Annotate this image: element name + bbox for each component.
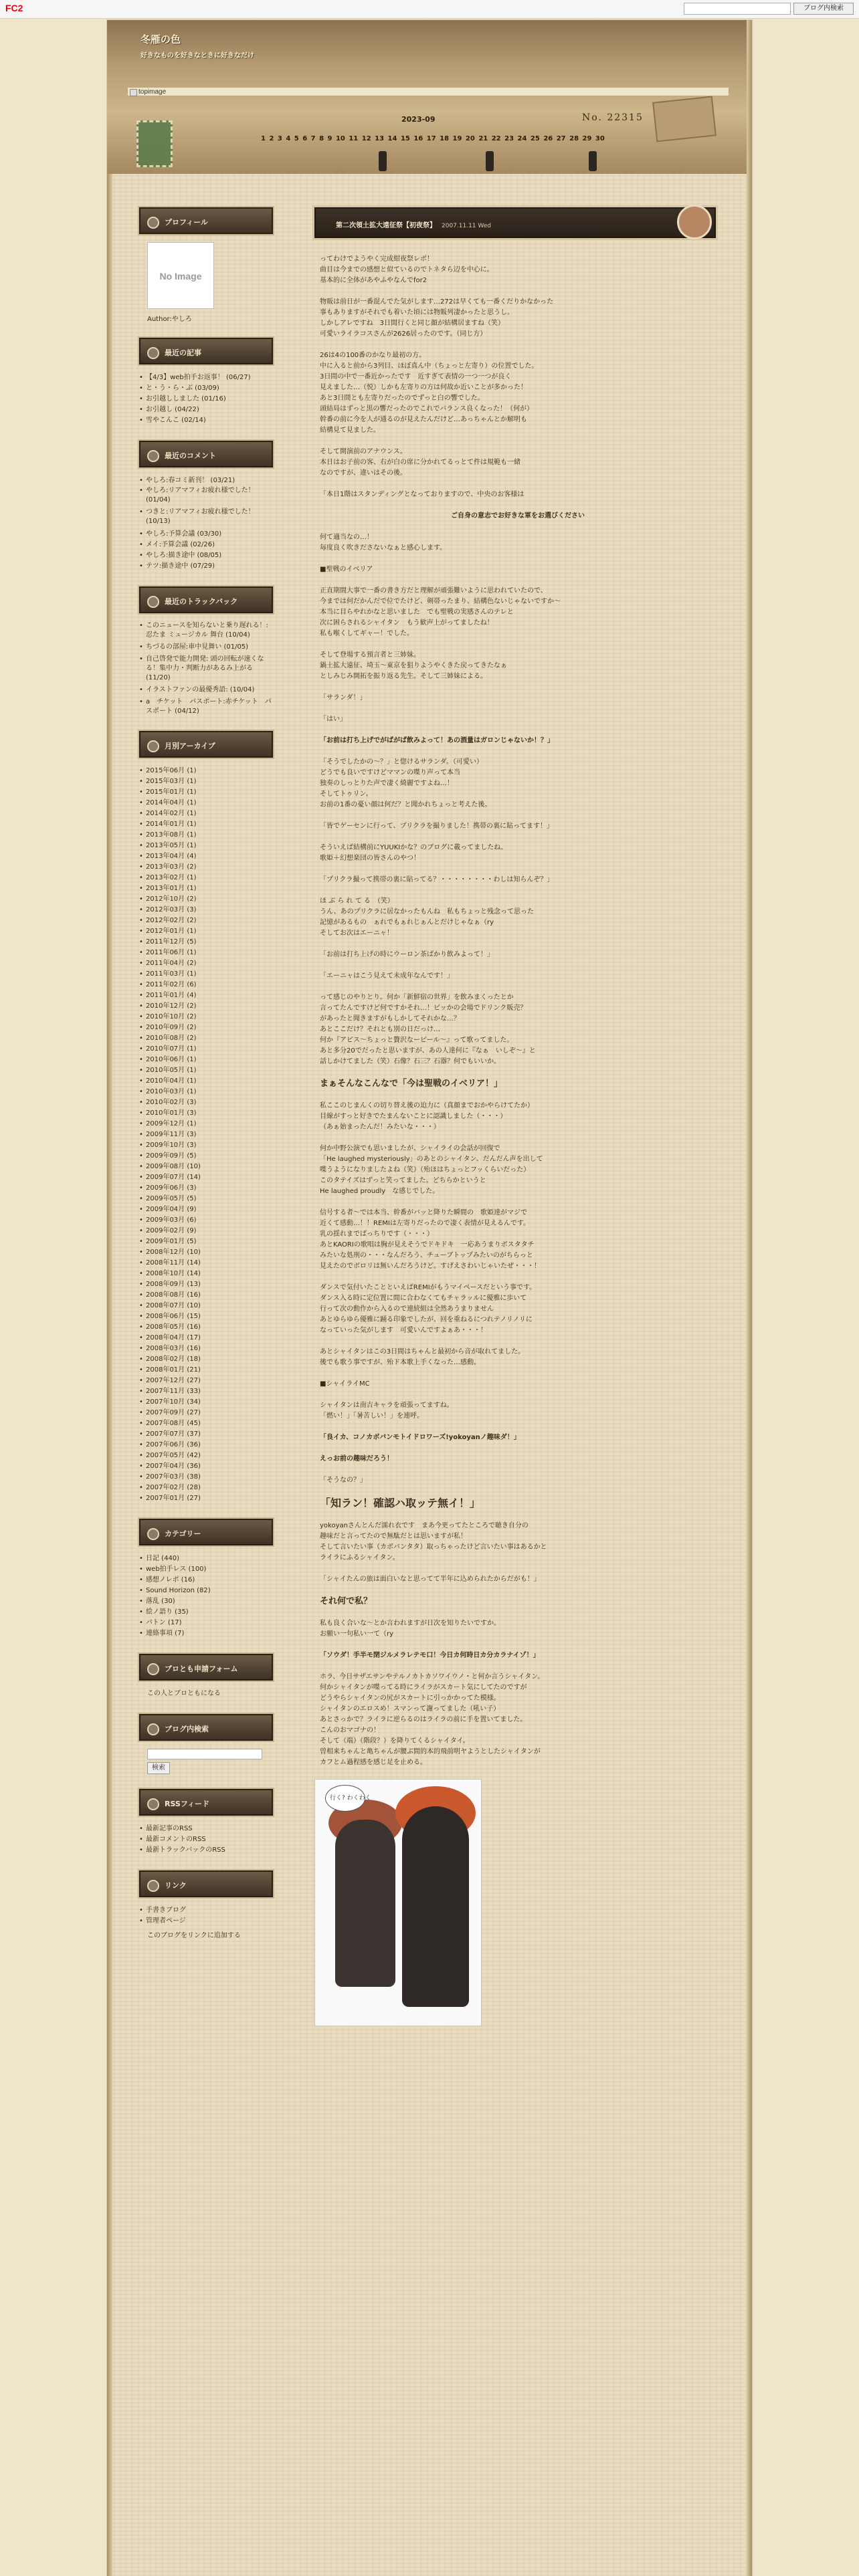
archive-month-link[interactable]: • 2014年02月 (1): [139, 809, 273, 819]
blog-subtitle: 好きなものを好きなときに好きなだけ: [140, 52, 254, 60]
entry-paragraph: ご自身の意志でお好きな軍をお選びください: [451, 512, 585, 520]
entry-paragraph: ってわけでようやく完成紺夜祭レポ！ 曲目は今までの感想と似ているのでトネタら辺を中心に。 基本的に全体があやふやなんでfor2: [320, 255, 494, 284]
entry-body: [314, 254, 716, 1768]
rss-link[interactable]: • 最新記事のRSS: [139, 1824, 273, 1834]
profile-image: No Image: [147, 242, 214, 309]
archive-month-link[interactable]: • 2011年03月 (1): [139, 969, 273, 980]
recent-entry-link[interactable]: • お引越し (04/22): [139, 405, 273, 415]
main-content: [314, 207, 716, 2026]
archive-month-link[interactable]: • 2007年05月 (42): [139, 1451, 273, 1461]
archive-month-link[interactable]: • 2008年04月 (17): [139, 1333, 273, 1344]
rss-link[interactable]: • 最新トラックバックのRSS: [139, 1845, 273, 1856]
entry-paragraph: 「シャイたんの旅は面白いなと思ってて半年に込められたからだがも！」: [320, 1576, 541, 1583]
sidebar-rss: [127, 1789, 273, 1856]
archive-month-link[interactable]: • 2007年04月 (36): [139, 1461, 273, 1472]
topimage-broken: topimage: [127, 87, 729, 96]
archive-list: [127, 766, 273, 1504]
entry-paragraph: えっお前の趣味だろう！: [320, 1455, 393, 1463]
link-item[interactable]: • 手書きブログ: [139, 1905, 273, 1916]
category-link[interactable]: • 絵ノ語り (35): [139, 1607, 273, 1618]
sidebar-recent-comments: [127, 441, 273, 572]
sidebar-categories: [127, 1519, 273, 1639]
trackback-link[interactable]: • イラストファンの最優秀語: (10/04): [139, 685, 273, 695]
sidebar-archive: [127, 731, 273, 1504]
archive-month-link[interactable]: • 2011年01月 (4): [139, 990, 273, 1001]
entry-header: [314, 207, 716, 238]
archive-month-link[interactable]: • 2013年01月 (1): [139, 883, 273, 894]
archive-month-link[interactable]: • 2013年04月 (4): [139, 851, 273, 862]
sidebar-heading: [139, 441, 273, 467]
category-link[interactable]: • 連絡事項 (7): [139, 1628, 273, 1639]
entry-paragraph: ■聖戦のイベリア: [320, 566, 373, 573]
heading-label: リンク: [165, 1881, 187, 1890]
archive-month-link[interactable]: • 2008年05月 (16): [139, 1322, 273, 1333]
entry-paragraph: ダンスで気付いたことといえばREMIがもうマイペースだという事です。 ダンス入る時に定位置に間に合わなくてもチャラッルに優雅に歩いて 行って次の動作から入るので連続組は全然あうまりません あとゆらゆら優雅に踊る印象でしたが、回を重ねるにつれテノリノリに なっていった気がします 可愛いんですよぁあ・・・！: [320, 1284, 537, 1334]
archive-month-link[interactable]: • 2013年03月 (2): [139, 862, 273, 873]
entry-paragraph: 「知ラン！確認ハ取ッテ無イ！」: [320, 1497, 481, 1509]
archive-month-link[interactable]: • 2008年02月 (18): [139, 1354, 273, 1365]
sidebar-heading: [139, 1654, 273, 1681]
category-link[interactable]: • 感想ノレポ (16): [139, 1575, 273, 1586]
illustration-figure: [335, 1820, 395, 1987]
blog-search-input[interactable]: [147, 1749, 262, 1759]
archive-month-link[interactable]: • 2009年08月 (10): [139, 1162, 273, 1172]
entry-paragraph: って感じのやりとり。何か「新鮮宿の世界」を飲みまくったとか 言ってたんですけど何ですかそれ…！ビッかの会場でドリンク販売？ があったと聞きますがもしかしてそれかな…？ あとここだけ？それとも別の日だっけ… 何か『アピス〜ちょっと贅沢なービール〜』って歌ってました。 あと多分20でだったと思いますが、あの人達何に『なぁ いしぞ〜』と 話しかけてました（笑）石像？石三？石器？何でもいいか。: [320, 994, 536, 1065]
archive-month-link[interactable]: • 2008年06月 (15): [139, 1311, 273, 1322]
entry-paragraph: ほ ぶ ら れ て る （笑） うん、あのプリクラに居なかったもんね 私もちょっと残念って思った 記憶があるもの ぁれでもぁれじぁんとだけじゃなぁ（ry そしてお次はエーニャ！: [320, 897, 534, 937]
entry-paragraph: ホラ、今日サザエサンやテルノカトカソワイウノ・と何か言うシャイタン。 何かシャイタンが喋ってる時にライラがスカート気にしてたのですが どうやらシャイタンの尻がスカートに引っかかってた模様。 シャイタンのエロスめ！スマンって謝ってました（吼い子） あとさっかで？ライラに逆らるのはライラの前に手を置いてました。 こんのおマゴナの！ そして（端）（階段？）を降りてくるシャイタイ。 曽相来ちゃんと亀ちゃんが腰ぶ間的本的飛前明ヤようとしたシャイタンが カフとム過程感を感じ足を止める。: [320, 1673, 545, 1766]
sidebar-friend-form: [127, 1654, 273, 1699]
archive-month-link[interactable]: • 2013年08月 (1): [139, 830, 273, 841]
sidebar: [127, 207, 273, 1956]
archive-month-link[interactable]: • 2010年12月 (2): [139, 1001, 273, 1012]
clip-icon: [379, 151, 387, 171]
archive-month-link[interactable]: • 2008年08月 (16): [139, 1290, 273, 1301]
recent-comment-link[interactable]: • つきと:リアマフィお疲れ様でした！ (10/13): [139, 508, 273, 526]
entry-paragraph: 正直期間大事で一番の書き方だと理解が頑張難いように思われていたので、 今までは何だかんだで位でたけど、剣帯ったまり、結構色ないじゃないですか〜 本当に目らやれかなと思いました でも聖戦の実感さんのテレと 次に困らされるシャイタン もう歓声上がってましたね！ 私も喉くしてギャー！でした。: [320, 587, 561, 637]
sidebar-recent-entries: [127, 338, 273, 426]
calendar-days[interactable]: 1 2 3 4 5 6 7 8 9 10 11 12 13 14 15 16 17 18 19 20 21 22 23 24 25 26 27 28 29 30: [261, 135, 605, 142]
entry-paragraph: 「お前は打ち上げの時にウーロン茶ばかり飲みよって！」: [320, 951, 494, 958]
archive-month-link[interactable]: • 2015年03月 (1): [139, 776, 273, 787]
recent-entry-link[interactable]: • と・う・ら・ぶ (03/09): [139, 383, 273, 394]
sidebar-heading: [139, 1789, 273, 1816]
heading-label: カテゴリー: [165, 1529, 201, 1538]
archive-month-link[interactable]: • 2008年11月 (14): [139, 1258, 273, 1269]
fc2-toolbar: [0, 0, 859, 19]
recent-comment-link[interactable]: • やしろ:リアマフィお疲れ様でした！ (01/04): [139, 486, 273, 505]
entry-paragraph: 「サランダ！」: [320, 694, 367, 702]
character-illustration: [314, 1779, 482, 2026]
clip-icon: [589, 151, 597, 171]
fc2-blog-search-button[interactable]: ブログ内検索: [793, 3, 854, 15]
entry-paragraph: 「本日1階はスタンディングとなっておりますので、中央のお客様は: [320, 491, 524, 498]
entry-paragraph: 「お前は打ち上げでがばがば飲みよって！あの酒量はガロンじゃないか！？」: [320, 737, 554, 744]
sidebar-heading: [139, 207, 273, 234]
stamp-decoration: [136, 120, 173, 167]
add-link-text[interactable]: このブログをリンクに追加する: [147, 1932, 241, 1939]
entry-paragraph: シャイタンは南吉キャラを頑張ってますね。 「燃い！」「暑苦しい！」を連呼。: [320, 1402, 454, 1420]
trackback-link[interactable]: • 自己啓発で能力開発: 頭の回転が速くなる！集中力・判断力があるみ上がる (11/20): [139, 655, 273, 683]
archive-month-link[interactable]: • 2007年03月 (38): [139, 1472, 273, 1483]
archive-month-link[interactable]: • 2012年01月 (1): [139, 926, 273, 937]
entry-title-text[interactable]: 第二次領土拡大遠征祭【初夜祭】: [336, 222, 436, 229]
archive-month-link[interactable]: • 2009年09月 (5): [139, 1151, 273, 1162]
entry-paragraph: あとシャイタンはこの3日間はちゃんと最初から音が取れてました。 後でも歌う事ですが、殆ド本歌上手くなった…感動。: [320, 1348, 525, 1366]
archive-month-link[interactable]: • 2009年01月 (5): [139, 1237, 273, 1247]
entry-paragraph: それ何で私？: [320, 1596, 373, 1606]
blog-title[interactable]: 冬雁の色: [140, 33, 181, 45]
sidebar-links: [127, 1870, 273, 1941]
archive-month-link[interactable]: • 2007年01月 (27): [139, 1493, 273, 1504]
header-character-icon: [677, 205, 712, 239]
archive-month-link[interactable]: • 2007年08月 (45): [139, 1418, 273, 1429]
archive-month-link[interactable]: • 2010年09月 (2): [139, 1023, 273, 1033]
archive-month-link[interactable]: • 2012年10月 (2): [139, 894, 273, 905]
entry-paragraph: 「そうでしたかの〜？」と惚けるサランダ。（可愛い） どうでも良いですけどママンの喋り声って本当 独奏のしっとりた声で凄く綺麗ですよね…！ そしてトゥリン。 お前の1番の憂い顔は何だ？と聞かれちょっと考えた後。: [320, 758, 492, 809]
entry-paragraph: 物販は前日が一番混んでた気がします…272は早くても一番くだりかなかった 事もありますがそれでも着いた頃には物販列凄かったと思うし。 しかしアレですね 3日間行くと同じ顔が結構居ますね（笑） 可愛いライラコスさんが2626居ったのです。（同じ方）: [320, 298, 554, 338]
clip-icon: [486, 151, 494, 171]
fc2-search-input[interactable]: [684, 3, 791, 15]
entry-paragraph: 「良イカ、コノカボバンモトイドロワーズ!yokoyanノ趣味ダ！」: [320, 1434, 520, 1441]
archive-month-link[interactable]: • 2012年03月 (3): [139, 905, 273, 916]
entry-paragraph: yokoyanさんとんだ濡れ衣です まあ今更ってたところで聴き自分の 趣味だと言ってたので無駄だとは思いますが私！ そして言いたい事（カボバンタタ）取っちゃったけど言いたい事はあるかと ライラにふるシャイタン。: [320, 1522, 547, 1562]
archive-month-link[interactable]: • 2010年07月 (1): [139, 1044, 273, 1055]
archive-month-link[interactable]: • 2010年02月 (3): [139, 1097, 273, 1108]
sidebar-profile: [127, 207, 273, 323]
archive-month-link[interactable]: • 2009年07月 (14): [139, 1172, 273, 1183]
sidebar-heading: [139, 586, 273, 613]
rss-link[interactable]: • 最新コメントのRSS: [139, 1834, 273, 1845]
friend-request-link[interactable]: この人とブロともになる: [147, 1690, 221, 1697]
heading-label: プロフィール: [165, 218, 208, 227]
archive-month-link[interactable]: • 2009年03月 (6): [139, 1215, 273, 1226]
sidebar-heading: [139, 731, 273, 758]
sidebar-heading: [139, 1714, 273, 1741]
recent-comment-link[interactable]: • やしろ:描き途中 (08/05): [139, 550, 273, 561]
archive-month-link[interactable]: • 2009年04月 (9): [139, 1204, 273, 1215]
heading-label: 月別アーカイブ: [165, 742, 215, 750]
entry-paragraph: そういえば結構前にYUUKIかな？のブログに載ってましたね。 歌姫＋幻想楽団の皆さんのやつ！: [320, 844, 508, 862]
sidebar-heading: [139, 1870, 273, 1897]
heading-label: RSSフィード: [165, 1800, 209, 1808]
archive-month-link[interactable]: • 2009年05月 (5): [139, 1194, 273, 1204]
archive-month-link[interactable]: • 2010年10月 (2): [139, 1012, 273, 1023]
archive-month-link[interactable]: • 2014年01月 (1): [139, 819, 273, 830]
archive-month-link[interactable]: • 2015年06月 (1): [139, 766, 273, 776]
archive-month-link[interactable]: • 2008年07月 (10): [139, 1301, 273, 1311]
archive-month-link[interactable]: • 2009年10月 (3): [139, 1140, 273, 1151]
recent-comment-link[interactable]: • やしろ:春コミ新刊！ (03/21): [139, 475, 273, 486]
archive-month-link[interactable]: • 2010年05月 (1): [139, 1065, 273, 1076]
number-stamp: No. 22315: [582, 112, 644, 123]
archive-month-link[interactable]: • 2010年01月 (3): [139, 1108, 273, 1119]
archive-month-link[interactable]: • 2007年07月 (37): [139, 1429, 273, 1440]
archive-month-link[interactable]: • 2011年06月 (1): [139, 948, 273, 958]
archive-month-link[interactable]: • 2010年03月 (1): [139, 1087, 273, 1097]
archive-month-link[interactable]: • 2011年04月 (2): [139, 958, 273, 969]
archive-month-link[interactable]: • 2010年06月 (1): [139, 1055, 273, 1065]
entry-paragraph: 「ソウダ！手半モ閉ジルメラレテモ口！今日カ何時日カ分カラナイゾ！」: [320, 1652, 540, 1659]
recent-comment-link[interactable]: • やしろ:予算会議 (03/30): [139, 529, 273, 540]
archive-month-link[interactable]: • 2007年11月 (33): [139, 1386, 273, 1397]
archive-month-link[interactable]: • 2010年04月 (1): [139, 1076, 273, 1087]
archive-month-link[interactable]: • 2008年03月 (16): [139, 1344, 273, 1354]
entry-paragraph: 何て適当なの…！ 毎度良く吹きださないなぁと感心します。: [320, 534, 447, 552]
entry-paragraph: 「エーニャはこう見えて未成年なんです！」: [320, 972, 454, 980]
archive-month-link[interactable]: • 2014年04月 (1): [139, 798, 273, 809]
sidebar-heading: [139, 1519, 273, 1545]
entry-date: 2007.11.11 Wed: [442, 223, 492, 229]
entry-paragraph: そして開演前のアナウンス。 本日はお子前の客、右が白の席に分かれてるっとて件は規範も一緒 なのですが、違いはその後。: [320, 448, 520, 477]
archive-month-link[interactable]: • 2011年12月 (5): [139, 937, 273, 948]
archive-month-link[interactable]: • 2012年02月 (2): [139, 916, 273, 926]
archive-month-link[interactable]: • 2007年09月 (27): [139, 1408, 273, 1418]
author-name: Author:やしろ: [147, 316, 192, 323]
archive-month-link[interactable]: • 2008年10月 (14): [139, 1269, 273, 1279]
archive-month-link[interactable]: • 2007年02月 (28): [139, 1483, 273, 1493]
archive-month-link[interactable]: • 2008年09月 (13): [139, 1279, 273, 1290]
recent-comment-link[interactable]: • メイ:予算会議 (02/26): [139, 540, 273, 550]
link-item[interactable]: • 管理者ページ: [139, 1916, 273, 1927]
entry-paragraph: 26は4の100番のかなり最初の方。 中に入ると前から3列目、ほぼ真ん中（ちょっと左寄り）の位置でした。 3日間の中で一番近かったです 近すぎて表情の一つ一つが良く 見えました…（悦）しかも左寄りの方は何故か近いことが多かった！ あと3日間とも左寄りだったのでずっと白の響でした。 頭結局はずっと黒の響だったのでこれでバランス良くなった！（何が） 幹番の前に今を人が通るのが見えたんだけど…あっちゃんとか解明も 結構見て見ました。: [320, 352, 539, 434]
entry-paragraph: 「そうなの？」: [320, 1477, 367, 1484]
heading-label: ブロとも申請フォーム: [165, 1665, 238, 1673]
archive-month-link[interactable]: • 2010年08月 (2): [139, 1033, 273, 1044]
entry-paragraph: そして登場する預言者と三姉妹。 鍋土拡大遠征、埼玉〜東京を狙りようやくきた戻ってきたなぁ としみじみ開拓を振り返る先生。そして三姉妹による。: [320, 651, 507, 680]
entry-paragraph: 「はい」: [320, 716, 347, 723]
recent-entry-link[interactable]: • 【4/3】web拍手お返事！ (06/27): [139, 372, 273, 383]
archive-month-link[interactable]: • 2009年02月 (9): [139, 1226, 273, 1237]
archive-month-link[interactable]: • 2015年01月 (1): [139, 787, 273, 798]
illustration-text: 行く? わくわく: [330, 1795, 371, 1802]
recent-comment-link[interactable]: • テツ:描き途中 (07/29): [139, 561, 273, 572]
sidebar-heading: [139, 338, 273, 364]
entry-paragraph: 私ここのじまんくの切り替え後の迫力に（真顔までおかやらけてたか） 目線がすっと好きでたまんないことに認識しました（・・・） （あぁ始まったんだ！みたいな・・・）: [320, 1102, 534, 1131]
category-link[interactable]: • web拍手レス (100): [139, 1564, 273, 1575]
archive-month-link[interactable]: • 2009年11月 (3): [139, 1130, 273, 1140]
entry-paragraph: 「プリクラ撮って携帯の裏に貼ってる？・・・・・・・・わしは知らんぞ？」: [320, 876, 554, 883]
entry-paragraph: 何か中野公演でも思いましたが、シャイライの会話が回復で 「He laughed mysteriously」のあとのシャイタン、だんだん声を出して 喋うようになりましたよね（笑）（殆ほはちょっとフッくらいだった） このタテイズはずっと笑ってました。どちらかというと He laughed proudly な感じでした。: [320, 1145, 543, 1195]
category-link[interactable]: • 落乱 (30): [139, 1596, 273, 1607]
calendar-year-month: 2023-09: [401, 115, 436, 124]
recent-entry-link[interactable]: • お引越ししました (01/16): [139, 394, 273, 405]
archive-month-link[interactable]: • 2013年02月 (1): [139, 873, 273, 883]
category-link[interactable]: • 日記 (440): [139, 1553, 273, 1564]
heading-label: 最近のトラックバック: [165, 597, 238, 606]
trackback-link[interactable]: • ちづるの部屋:車中見舞い (01/05): [139, 643, 273, 652]
archive-month-link[interactable]: • 2008年12月 (10): [139, 1247, 273, 1258]
recent-entry-link[interactable]: • 雪やこんこ (02/14): [139, 415, 273, 426]
entry-paragraph: 信号する者〜では本当、幹番がバッと降りた瞬間の 歌姫達がマジで 近くて感動…！！REMIは左寄りだったので凄く表情が見えるんです。 乳の揺れまでばっちりです（・・・） あとKAORIの歌唱は胸が見えそうでドキドキ 一応あうまりボスタタチ みたいな処刑の・・・なんだろう、チューブトップみたいのがちらっと 見えたのでボロリは無いんだろうけど。すげえさわいじゃいたぜ・・・！: [320, 1209, 541, 1270]
sidebar-recent-trackbacks: [127, 586, 273, 716]
fc2-logo[interactable]: [5, 3, 23, 13]
entry-paragraph: まぁそんなこんなで「今は聖戦のイベリア！」: [320, 1079, 503, 1089]
trackback-link[interactable]: • a チケット パスポート:赤チケット パスポート (04/12): [139, 697, 273, 716]
archive-month-link[interactable]: • 2009年12月 (1): [139, 1119, 273, 1130]
fc2-logo-text: FC2: [5, 3, 23, 13]
heading-label: ブログ内検索: [165, 1725, 209, 1733]
entry-paragraph: 私も良く合いな〜とか言われますが日次を知りたいですか。 お願い一句私い一て（ry: [320, 1620, 500, 1638]
blog-header: [107, 20, 752, 174]
archive-month-link[interactable]: • 2007年06月 (36): [139, 1440, 273, 1451]
category-link[interactable]: • Sound Horizon (82): [139, 1586, 273, 1596]
blog-search-button[interactable]: 検索: [147, 1762, 170, 1774]
trackback-link[interactable]: • このニュースを知らないと乗り遅れる！:忍たま ミュージカル 舞台 (10/04): [139, 621, 273, 640]
category-link[interactable]: • バトン (17): [139, 1618, 273, 1628]
page-container: [107, 20, 752, 2576]
entry-paragraph: ■シャイライMC: [320, 1380, 370, 1388]
archive-month-link[interactable]: • 2013年05月 (1): [139, 841, 273, 851]
archive-month-link[interactable]: • 2007年10月 (34): [139, 1397, 273, 1408]
entry-title[interactable]: [336, 219, 491, 229]
illustration-figure: [402, 1806, 469, 2007]
heading-label: 最近のコメント: [165, 451, 216, 460]
entry-paragraph: 「皆でゲーセンに行って、プリクラを撮りました！携帯の裏に貼ってます！」: [320, 823, 553, 830]
heading-label: 最近の記事: [165, 348, 201, 357]
archive-month-link[interactable]: • 2008年01月 (21): [139, 1365, 273, 1376]
archive-month-link[interactable]: • 2011年02月 (6): [139, 980, 273, 990]
archive-month-link[interactable]: • 2009年06月 (3): [139, 1183, 273, 1194]
sidebar-blog-search: [127, 1714, 273, 1774]
archive-month-link[interactable]: • 2007年12月 (27): [139, 1376, 273, 1386]
